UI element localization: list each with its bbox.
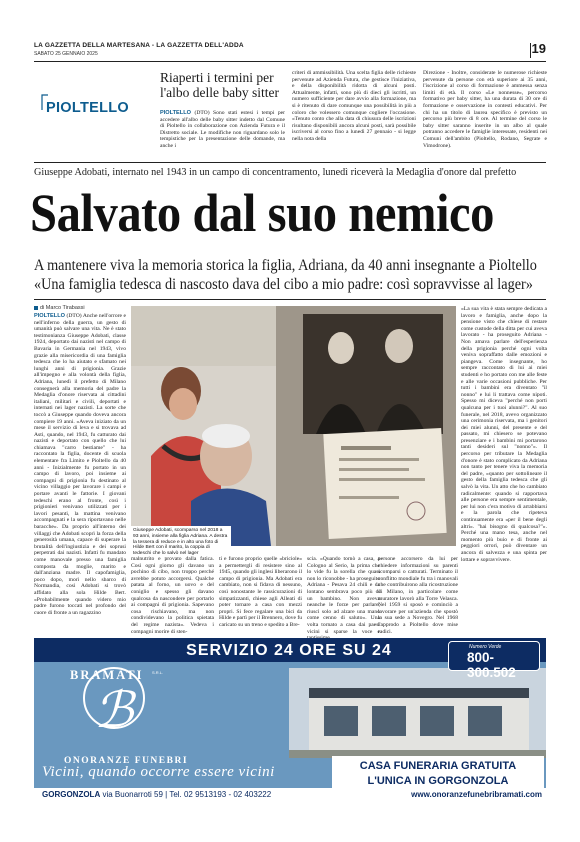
section-label bbox=[34, 70, 150, 140]
byline-author: di Marco Tirabassi bbox=[40, 305, 85, 311]
ad-address bbox=[42, 790, 271, 799]
ad-free-line-2: L'UNICA IN GORGONZOLA bbox=[367, 775, 509, 787]
section-city: PIOLTELLO bbox=[46, 100, 129, 116]
article-column-3: ti e furono proprio quelle «briciole» a permettergli di resistere sino al 1945, quando gli inglesi liberarono il campo di prigionia. Ma Adobati era cambiato, non si fidava di nessuno, così nonostante le rassicurazioni di simpatizzanti, chiese agli Alleati di poter tornare a casa con mezzi propri. Si fece regalare una bici da Hilde e partì per il Brennero, dove fu caricato su un treno e spedito a Bre- bbox=[219, 556, 302, 628]
ad-free-box bbox=[332, 756, 544, 792]
article-text-1: (DTO) Anche nell'orrore e nell'inferno della guerra, un gesto di umanità può salvare una vita. Ne è stato testimonianza Giuseppe Adobati, classe 1924, deportato dai nazisti nel campo di Bavaria in Germania nel 1943, vivo grazie alla misericordia di una famiglia tedesca che lo ha aiutato e sfamato nei lunghi anni di prigionia. Grazie all'impegno e alla volontà della figlia, Adriana, lunedì il prefetto di Milano consegnerà alla memoria del padre la Medaglia d'onore riservata ai cittadini italiani, militari e civili, deportati e internati nei lager nazisti. La sorte che toccò a Giuseppe quando doveva ancora compiere 19 anni. «Aveva iniziato da un mese il servizio di leva e si trovava ad Asti, quando, nel 1943, fu catturato dai nazisti e deportato con quello che lui chiamava "carro bestiame" - ha raccontato la figlia, docente di scuola elementare fra Limito e Pioltello da 40 anni - Inizialmente fu portato in un campo di lavoro, poi insieme ai compagni di prigionia fu destinato al vicino villaggio per lavorare i campi e portare avanti le fattorie. I giovani tedeschi erano al fronte, così i prigionieri venivano utilizzati per i lavori pesanti, la mattina venivano accompagnati e la sera riportavano nelle baracche». Da proprio all'interno dei villaggi che Adobati scoprì la forza della generosità umana, capace di superare la brutalità dell'ingiustizia e dei soprusi perpetrati dai nazisti. Infatti fu mandato come manovale presso una famiglia composta da moglie, marito e dall'anziana madre. Il capofamiglia, poco dopo, morì nello sbarco di Normandia, così Adobati si trovò affidato alla sola Hilde Bert. «Probabilmente quando videro mio padre furono toccati nel profondo del cuore di fronte a un ragazzino bbox=[34, 313, 126, 616]
photo-caption: Giuseppe Adobati, scomparso nel 2018 a 93 anni, insieme alla figlia Adriana. A destra la tessera di reduce e in alto una foto di Hilde Bert con il marito, la coppia di tedeschi che lo salvò nel lager bbox=[131, 526, 231, 559]
brief-title: Riaperti i termini per l'albo delle baby sitter bbox=[160, 70, 280, 100]
advertisement bbox=[34, 638, 546, 803]
ad-footer bbox=[34, 788, 546, 803]
ad-phone-number: 800-300.502 bbox=[467, 650, 516, 680]
article-column-5: persone accorsero da lui per chiedere informazioni su parenti scomparsi o catturati. Terminato il conflitto mondiale fu tra i manovali che contribuirono alla ricostruzione di Milano, in particolare come muratore lavorò alla Torre Velasca. Nel 1959 si sposò e cominciò a lavorare per un'azienda che spostò la sua sede a Novegro. Nel 1968 l'approdo a Pioltello dove mise radici. bbox=[378, 556, 458, 635]
article-deck-1: A mantenere viva la memoria storica la figlia, Adriana, da 40 anni insegnante a Pioltello bbox=[34, 257, 537, 274]
ad-services-banner: SERVIZIO 24 ORE SU 24 bbox=[186, 642, 392, 659]
ad-toll-free-label: Numero Verde bbox=[469, 644, 502, 650]
ad-free-line-1: CASA FUNERARIA GRATUITA bbox=[359, 760, 517, 772]
article-column-2: malnutrito e provato dalla fatica. Così ogni giorno gli davano un pochino di cibo, non troppo perché avrebbe potuto accorgersi. Qualche patata al forno, un uovo e del coniglio e spesso gli davano qualcosa da nascondere per portarlo ai compagni di prigionia. Sapevano cosa rischiavano, ma non condividevano la politica spietata del regime nazista». Vedeva i compagni morire di sten- bbox=[131, 556, 214, 635]
photo-collage-icon bbox=[131, 306, 456, 546]
article-subhead: Giuseppe Adobati, internato nel 1943 in un campo di concentramento, lunedì riceverà la Medaglia d'onore dal prefetto bbox=[34, 167, 517, 178]
divider bbox=[34, 162, 546, 163]
brief-column-3: Direzione - Inoltre, considerate le numerose richieste pervenute da persone con età superiore ai 35 anni, l'iscrizione al corso di formazione è ammessa senza limiti di età. Il corso «Le nonnesse», percorso formativo per baby sitter, ha una durata di 30 ore di formazione e osservazione in contesti educativi. Per chi ha un titolo di laurea specifico è previsto un percorso più breve di 8 ore. Al termine del corso le baby sitter saranno inserite in un albo al quale potranno accedere le famiglie interessate, residenti nei Comuni dell'ambito (Pioltello, Rodano, Segrate e Vimodrone). bbox=[423, 70, 547, 149]
brief-kicker: PIOLTELLO bbox=[160, 110, 191, 116]
article-photo bbox=[131, 306, 456, 546]
ad-address-city: GORGONZOLA bbox=[42, 790, 101, 799]
article-column-4: scia. «Quando tornò a casa, a Cologno al Serio, la prima che lo vide fu la sorella che quasi non lo riconobbe - ha proseguito Adriana - Pesava 24 chili e da lontano sembrava poco più di un bambino. Non aveva neanche le forze per parlare, riuscì solo ad alzare una mano come cenno di saluto». Una volta tornato a casa dai paesi vicini si sparse la voce e bbox=[307, 556, 380, 635]
masthead-date: SABATO 25 GENNAIO 2025 bbox=[34, 51, 98, 57]
article-column-1 bbox=[34, 313, 126, 616]
ad-website[interactable]: www.onoranzefunebribramati.com bbox=[411, 790, 542, 799]
brief-column-2: criteri di ammissibilità. Una scelta figlia delle richieste pervenute ad Azienda Futura, che gestisce l'iniziativa, e della disponibilità ridotta di alcuni posti. Attualmente, infatti, sono più di dieci gli iscritti, un numero sufficiente per dare avvio alla formazione, ma si è ritenuto di dare comunque una possibilità in più a coloro che volessero comunque cogliere l'occasione. «Tenuto conto che alla data di chiusura delle iscrizioni risultano disponibili ancora alcuni posti, sarà possibile iscriversi al corso fino a lunedì 27 gennaio - si legge nella nota della bbox=[292, 70, 416, 142]
masthead bbox=[34, 40, 546, 62]
brief-text-1: (DTO) Sono stati estesi i tempi per accedere all'albo delle baby sitter indetto dal Comune di Pioltello in collaborazione con Azienda Futura e il Distretto sociale. Le modifiche non riguardano solo le tempistiche per la presentazione delle domande, ma anche i bbox=[160, 110, 285, 149]
byline bbox=[34, 305, 85, 311]
page-number: 19 bbox=[531, 41, 546, 56]
ad-address-text: via Buonarroti 59 | Tel. 02 9513193 - 02 403222 bbox=[102, 790, 272, 799]
masthead-title: LA GAZZETTA DELLA MARTESANA - LA GAZZETTA DELL'ADDA bbox=[34, 42, 244, 49]
divider bbox=[34, 299, 546, 300]
ad-brand-name: BRAMATI bbox=[70, 668, 144, 682]
ad-phone-box bbox=[448, 641, 540, 680]
ad-logo-b-icon: ℬ bbox=[94, 682, 134, 738]
brief-column-1 bbox=[160, 110, 285, 150]
article-headline: Salvato dal suo nemico bbox=[30, 183, 495, 243]
article-kicker: PIOLTELLO bbox=[34, 313, 65, 319]
ad-brand-srl: S.R.L. bbox=[152, 670, 164, 675]
article-deck-2: «Una famiglia tedesca di nascosto dava del cibo a mio padre: così sopravvisse al lager» bbox=[34, 276, 533, 293]
ad-slogan: Vicini, quando occorre essere vicini bbox=[42, 764, 275, 780]
byline-square-icon bbox=[34, 306, 38, 310]
article-column-right: «La sua vita è stata sempre dedicata a lavoro e famiglia, anche dopo la pensione visto che chiese di restare come custode della ditta per cui aveva lavorato - ha proseguito Adriana - Non amava parlare dell'esperienza della prigionia perché ogni volta veniva sopraffatto dalle emozioni e piangeva. Come insegnante, ho sempre raccontato di lui ai miei studenti e ho portato con me alle feste e alle varie occasioni pubbliche. Per tutti i bambini era diventato "il nonno" e lui li trattava come nipoti. Spesso mi diceva "perché non porti qualcuna per i tuoi alunni?". Al suo funerale, nel 2018, avevo organizzato una cerimonia riservata, ma i genitori dei miei alunni, del presente e del passato, mi chiesero se potevano presenziare e i bambini mi portarono tanti desideri sul "nonno"». Il percorso per tributare la Medaglia d'onore è stato complicato da Adriana non tanto per tenere viva la memoria del padre, «quanto per sottolineare il gesto della famiglia tedesca che gli salvò la vita. Un atto che ho cambiato radicalmente: quando si rapportava alle persone era sempre sentimentale, per lui non c'era motivo di arrabbiarsi e la parola che ripeteva continuamente era «per il bene degli altri». "hai bisogno di qualcosa?"». Perché una mano tesa, anche nel momento più buio e di fronte ai peggiori orrori, può diventare un ancora di salvezza e una spinta per lottare e sopravvivere. bbox=[461, 306, 547, 563]
ad-brand-subtitle: ONORANZE FUNEBRI bbox=[64, 756, 189, 766]
